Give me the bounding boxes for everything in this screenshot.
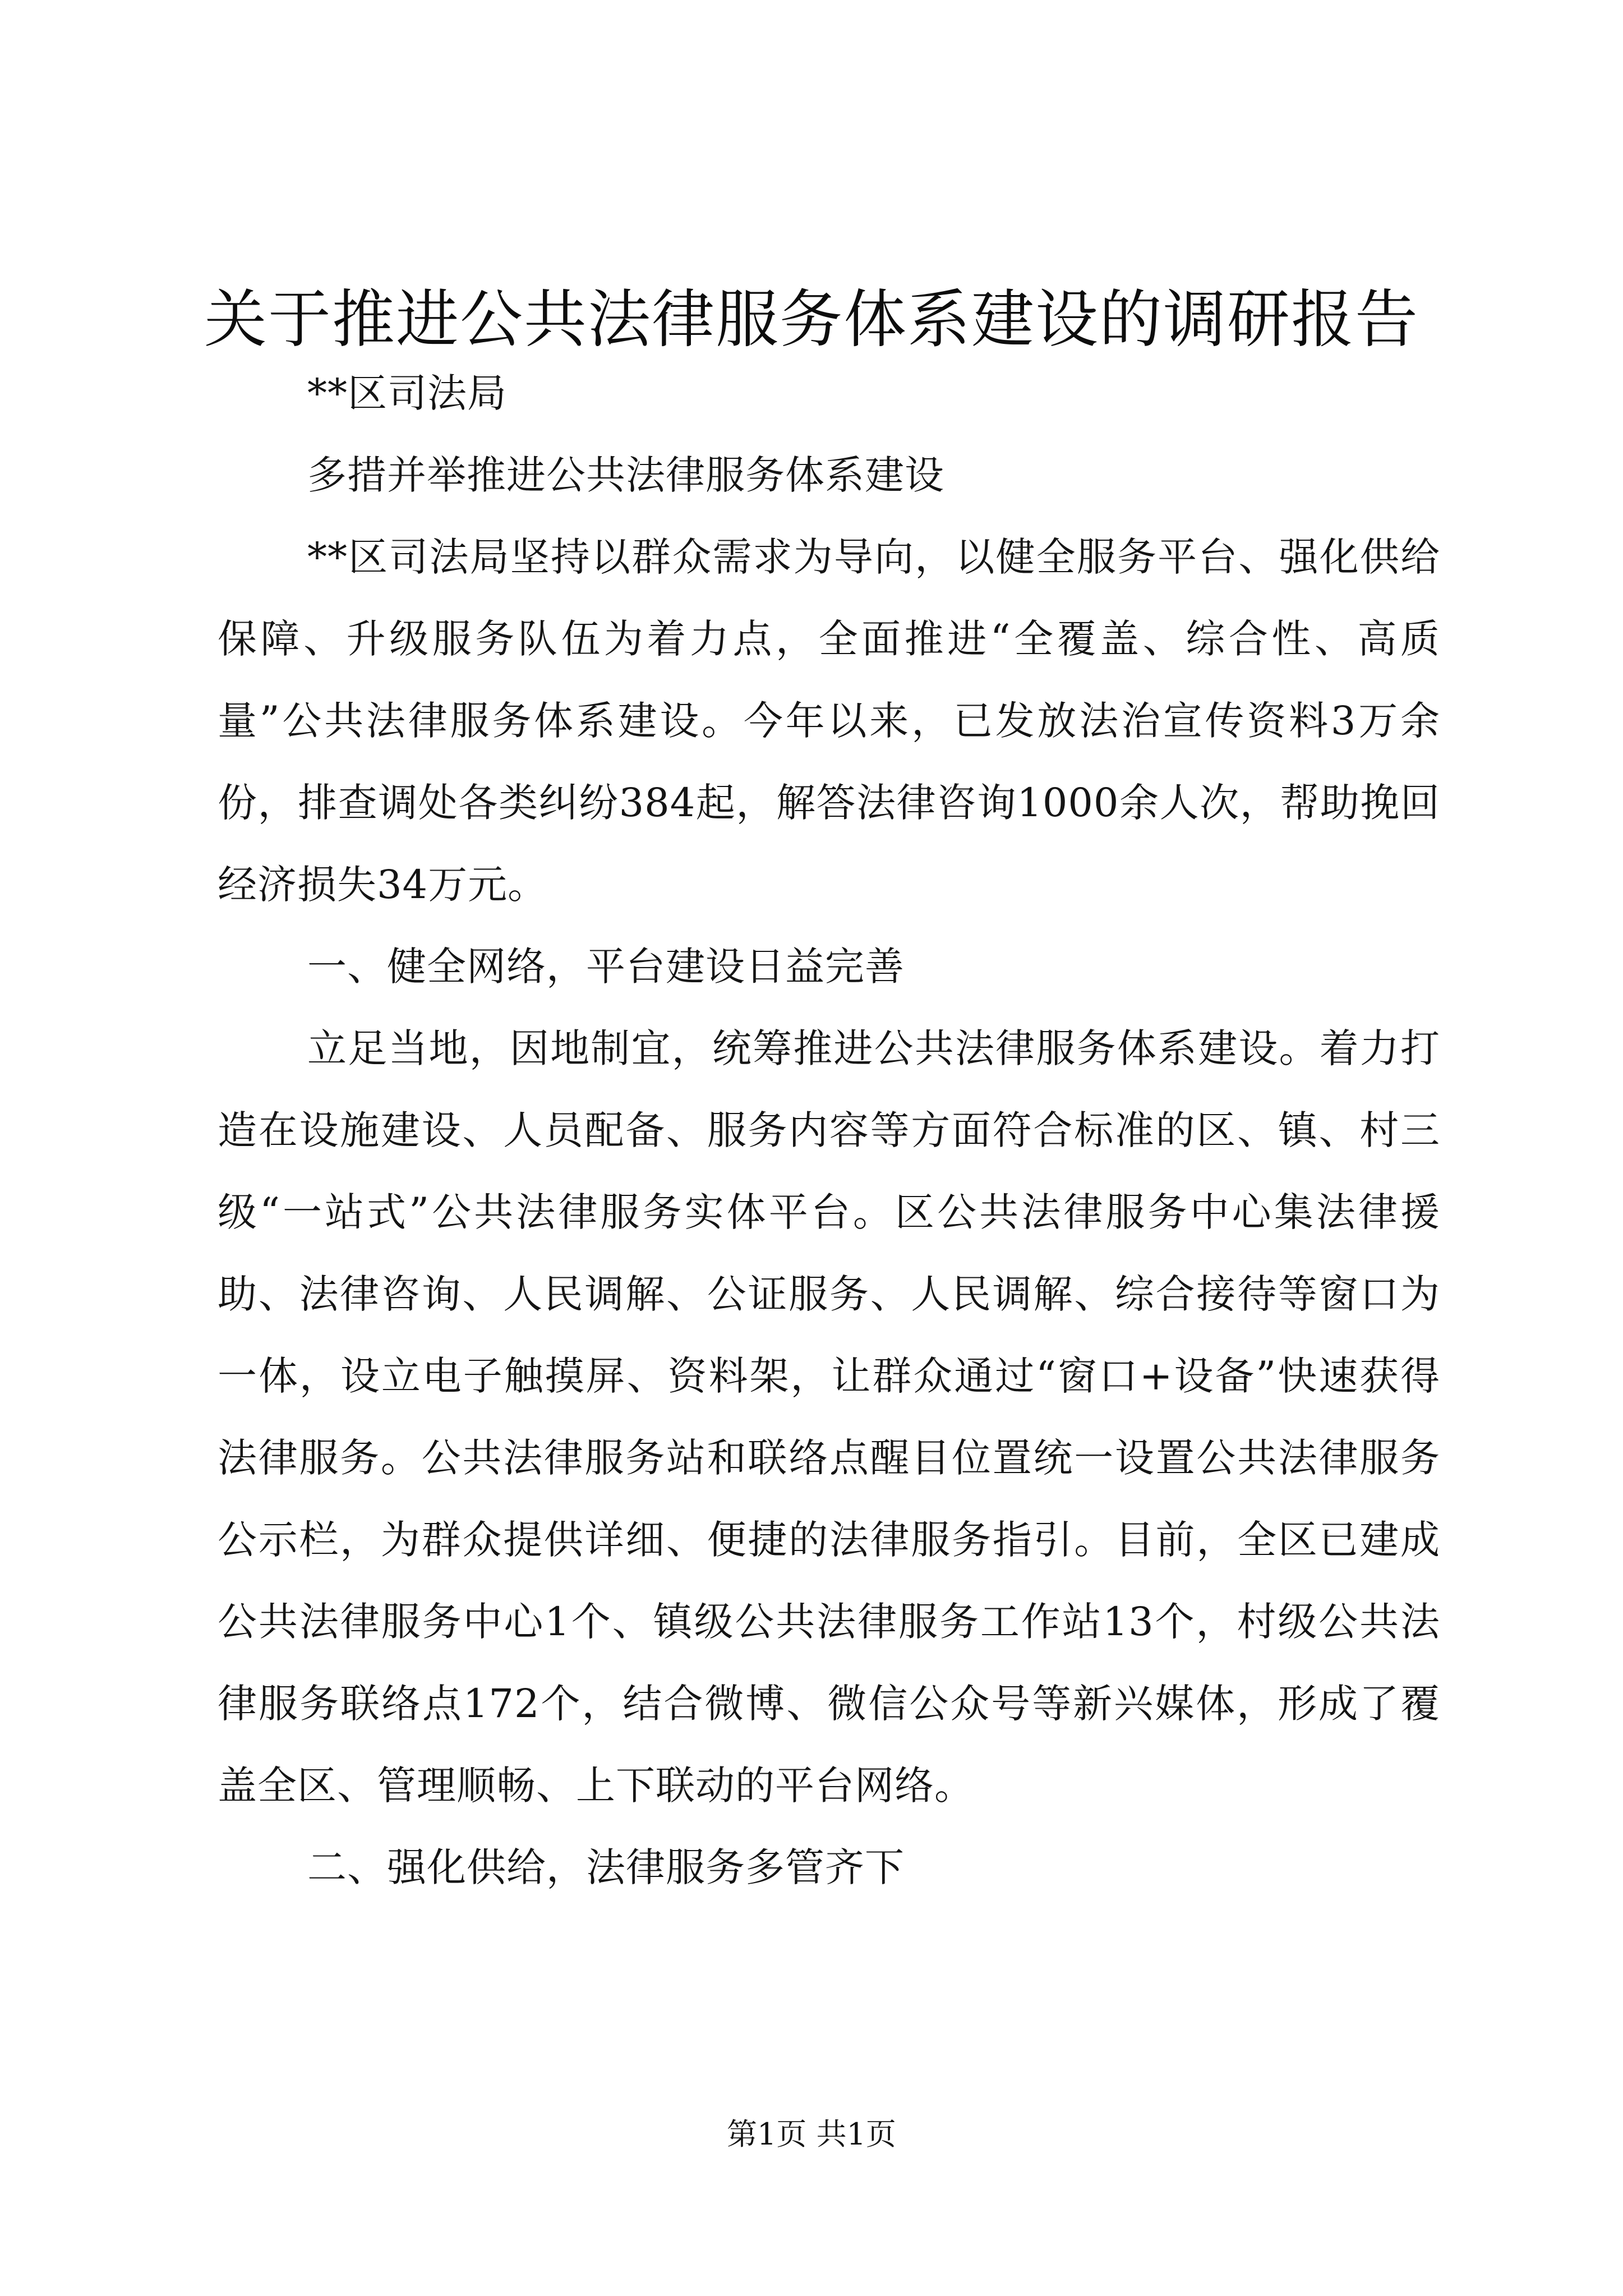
document-body [218,352,1440,1908]
subtitle-line: 多措并举推进公共法律服务体系建设 [307,452,944,498]
section-heading-1: 一、健全网络，平台建设日益完善 [307,944,905,990]
section-heading-2: 二、强化供给，法律服务多管齐下 [307,1844,905,1890]
body-paragraph-intro: **区司法局坚持以群众需求为导向，以健全服务平台、强化供给保障、升级服务队伍为着力点，全面推进“全覆盖、综合性、高质量”公共法律服务体系建设。今年以来，已发放法治宣传资料3万余份，排查调处各类纠纷384起，解答法律咨询1000余人次，帮助挽回经济损失34万元。 [218,534,1440,908]
document-title: 关于推进公共法律服务体系建设的调研报告 [204,283,1419,356]
page-number-footer: 第1页 共1页 [727,2116,896,2152]
author-line: **区司法局 [307,370,507,416]
body-paragraph-network: 立足当地，因地制宜，统筹推进公共法律服务体系建设。着力打造在设施建设、人员配备、服务内容等方面符合标准的区、镇、村三级“一站式”公共法律服务实体平台。区公共法律服务中心集法律援助、法律咨询、人民调解、公证服务、人民调解、综合接待等窗口为一体，设立电子触摸屏、资料架，让群众通过“窗口+设备”快速获得法律服务。公共法律服务站和联络点醒目位置统一设置公共法律服务公示栏，为群众提供详细、便捷的法律服务指引。目前，全区已建成公共法律服务中心1个、镇级公共法律服务工作站13个，村级公共法律服务联络点172个，结合微博、微信公众号等新兴媒体，形成了覆盖全区、管理顺畅、上下联动的平台网络。 [218,1025,1440,1809]
